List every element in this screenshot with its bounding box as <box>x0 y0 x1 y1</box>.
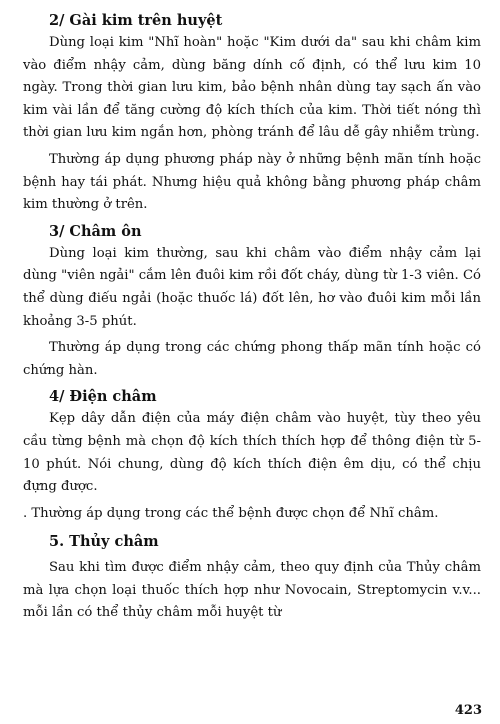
section-dien-cham <box>23 386 481 525</box>
section-heading: 3/ Châm ôn <box>49 222 142 240</box>
section-thuy-cham <box>23 531 481 625</box>
document-page <box>23 10 481 710</box>
paragraph: Thường áp dụng phương pháp này ở những bệnh mãn tính hoặc bệnh hay tái phát. Nhưng hiệu quả không bằng phương pháp châm kim thường ở trên. <box>23 151 481 213</box>
paragraph: . Thường áp dụng trong các thể bệnh được chọn để Nhĩ châm. <box>23 505 439 521</box>
section-heading: 4/ Điện châm <box>49 388 157 406</box>
section-heading: 5. Thủy châm <box>49 533 159 551</box>
paragraph: Sau khi tìm được điểm nhậy cảm, theo quy định của Thủy châm mà lựa chọn loại thuốc thích hợp như Novocain, Streptomycin v.v... mỗi lần có thể thủy châm mỗi huyệt từ <box>23 560 481 621</box>
section-cham-on <box>23 221 481 383</box>
section-heading: 2/ Gài kim trên huyệt <box>49 12 223 29</box>
section-gai-kim <box>23 10 481 217</box>
paragraph: Dùng loại kim "Nhĩ hoàn" hoặc "Kim dưới da" sau khi châm kim vào điểm nhậy cảm, dùng băng dính cố định, có thể lưu kim 10 ngày. Trong thời gian lưu kim, bảo bệnh nhân dùng tay sạch ấn vào kim vài lần để tăng cường độ kích thích của kim. Thời tiết nóng thì thời gian lưu kim ngắn hơn, phòng tránh để lâu dễ gây nhiễm trùng. <box>23 35 481 141</box>
paragraph: Kẹp dây dẫn điện của máy điện châm vào huyệt, tùy theo yêu cầu từng bệnh mà chọn độ kích thích thích hợp để thông điện từ 5-10 phút. Nói chung, dùng độ kích thích điện êm dịu, có thể chịu đựng được. <box>23 411 481 495</box>
paragraph: Thường áp dụng trong các chứng phong thấp mãn tính hoặc có chứng hàn. <box>23 340 481 378</box>
paragraph: Dùng loại kim thường, sau khi châm vào điểm nhậy cảm lại dùng "viên ngải" cắm lên đuôi kim rồi đốt cháy, dùng từ 1-3 viên. Có thể dùng điếu ngải (hoặc thuốc lá) đốt lên, hơ vào đuôi kim mỗi lần khoảng 3-5 phút. <box>23 245 481 329</box>
page-number: 423 <box>454 703 482 718</box>
